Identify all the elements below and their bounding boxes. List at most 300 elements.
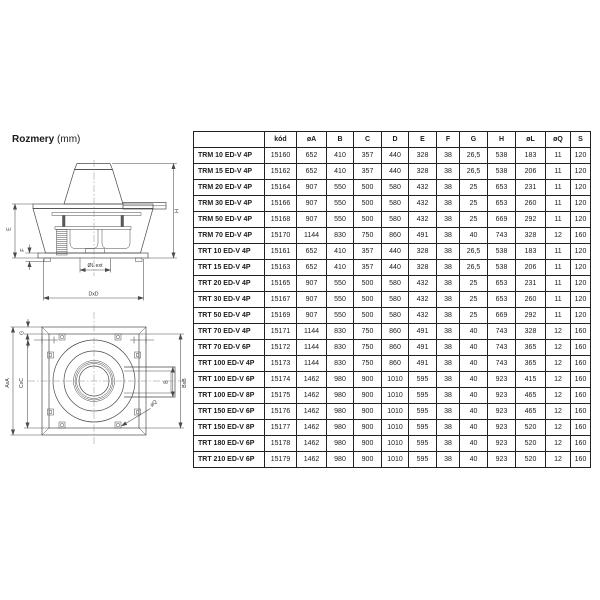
value-cell: 1144 xyxy=(297,324,327,340)
model-cell: TRT 100 ED-V 4P xyxy=(194,356,265,372)
value-cell: 595 xyxy=(409,372,437,388)
value-cell: 923 xyxy=(488,388,516,404)
value-cell: 328 xyxy=(409,260,437,276)
dim-label-L-ext: ØL ext xyxy=(87,263,103,269)
table-row xyxy=(194,148,591,164)
value-cell: 1010 xyxy=(382,388,409,404)
value-cell: 980 xyxy=(327,436,354,452)
value-cell: 357 xyxy=(354,164,382,180)
value-cell: 750 xyxy=(354,356,382,372)
fan-side-view xyxy=(33,160,166,276)
value-cell: 12 xyxy=(546,356,571,372)
value-cell: 580 xyxy=(382,276,409,292)
value-cell: 38 xyxy=(437,420,460,436)
value-cell: 38 xyxy=(437,196,460,212)
value-cell: 15174 xyxy=(265,372,297,388)
value-cell: 12 xyxy=(546,340,571,356)
value-cell: 38 xyxy=(437,212,460,228)
fan-body xyxy=(33,209,153,254)
model-cell: TRT 10 ED-V 4P xyxy=(194,244,265,260)
value-cell: 520 xyxy=(516,420,546,436)
dim-label-G: G xyxy=(19,330,26,336)
inlet-collar xyxy=(86,249,105,254)
value-cell: 743 xyxy=(488,228,516,244)
value-cell: 40 xyxy=(460,420,488,436)
dim-label-H: H xyxy=(174,209,181,213)
value-cell: 38 xyxy=(437,388,460,404)
value-cell: 538 xyxy=(488,260,516,276)
value-cell: 365 xyxy=(516,340,546,356)
value-cell: 11 xyxy=(546,292,571,308)
value-cell: 923 xyxy=(488,420,516,436)
value-cell: 120 xyxy=(571,276,591,292)
value-cell: 160 xyxy=(571,404,591,420)
value-cell: 1144 xyxy=(297,340,327,356)
value-cell: 15178 xyxy=(265,436,297,452)
model-cell: TRT 70 ED-V 4P xyxy=(194,324,265,340)
value-cell: 38 xyxy=(437,228,460,244)
value-cell: 907 xyxy=(297,292,327,308)
model-cell: TRM 50 ED-V 4P xyxy=(194,212,265,228)
value-cell: 120 xyxy=(571,148,591,164)
column-header: kód xyxy=(265,132,297,148)
value-cell: 1462 xyxy=(297,452,327,468)
value-cell: 40 xyxy=(460,324,488,340)
value-cell: 653 xyxy=(488,196,516,212)
value-cell: 500 xyxy=(354,180,382,196)
value-cell: 231 xyxy=(516,276,546,292)
dim-label-B: B xyxy=(163,380,170,384)
model-cell: TRM 30 ED-V 4P xyxy=(194,196,265,212)
value-cell: 440 xyxy=(382,164,409,180)
dim-label-DxD: DxD xyxy=(88,291,99,298)
value-cell: 120 xyxy=(571,164,591,180)
value-cell: 38 xyxy=(437,404,460,420)
model-cell: TRT 150 ED-V 6P xyxy=(194,404,265,420)
value-cell: 38 xyxy=(437,452,460,468)
value-cell: 328 xyxy=(409,164,437,180)
value-cell: 550 xyxy=(327,212,354,228)
column-header: øA xyxy=(297,132,327,148)
value-cell: 292 xyxy=(516,308,546,324)
column-header: G xyxy=(460,132,488,148)
fan-top-view xyxy=(28,312,186,444)
table-header-row xyxy=(194,132,591,148)
value-cell: 500 xyxy=(354,276,382,292)
table-row xyxy=(194,308,591,324)
value-cell: 595 xyxy=(409,388,437,404)
value-cell: 25 xyxy=(460,212,488,228)
value-cell: 160 xyxy=(571,388,591,404)
foot-right xyxy=(136,258,143,262)
value-cell: 410 xyxy=(327,148,354,164)
dim-label-CxC: CxC xyxy=(19,377,25,389)
value-cell: 15168 xyxy=(265,212,297,228)
table-row xyxy=(194,260,591,276)
value-cell: 38 xyxy=(437,260,460,276)
value-cell: 38 xyxy=(437,148,460,164)
value-cell: 15164 xyxy=(265,180,297,196)
value-cell: 907 xyxy=(297,212,327,228)
value-cell: 160 xyxy=(571,340,591,356)
model-cell: TRT 180 ED-V 6P xyxy=(194,436,265,452)
table-row xyxy=(194,420,591,436)
table-row xyxy=(194,324,591,340)
base-plate xyxy=(38,253,148,258)
value-cell: 432 xyxy=(409,212,437,228)
value-cell: 25 xyxy=(460,308,488,324)
value-cell: 465 xyxy=(516,404,546,420)
value-cell: 183 xyxy=(516,148,546,164)
value-cell: 669 xyxy=(488,308,516,324)
value-cell: 653 xyxy=(488,276,516,292)
value-cell: 1144 xyxy=(297,228,327,244)
value-cell: 15161 xyxy=(265,244,297,260)
value-cell: 432 xyxy=(409,180,437,196)
value-cell: 40 xyxy=(460,228,488,244)
value-cell: 652 xyxy=(297,164,327,180)
impeller-right xyxy=(102,230,130,249)
dim-label-AxA: AxA xyxy=(5,378,11,388)
value-cell: 12 xyxy=(546,388,571,404)
value-cell: 500 xyxy=(354,308,382,324)
column-header: øL xyxy=(516,132,546,148)
table-row xyxy=(194,404,591,420)
title-unit: (mm) xyxy=(57,134,81,145)
value-cell: 653 xyxy=(488,180,516,196)
model-cell: TRM 20 ED-V 4P xyxy=(194,180,265,196)
value-cell: 15165 xyxy=(265,276,297,292)
value-cell: 538 xyxy=(488,148,516,164)
value-cell: 38 xyxy=(437,164,460,180)
dim-label-F: F xyxy=(20,248,26,252)
value-cell: 550 xyxy=(327,308,354,324)
dim-label-BxB: BxB xyxy=(181,378,188,388)
value-cell: 595 xyxy=(409,436,437,452)
fan-cone xyxy=(64,170,123,205)
title-text: Rozmery xyxy=(12,134,55,145)
column-header: S xyxy=(571,132,591,148)
value-cell: 750 xyxy=(354,324,382,340)
value-cell: 1462 xyxy=(297,372,327,388)
table-row xyxy=(194,164,591,180)
value-cell: 12 xyxy=(546,404,571,420)
value-cell: 900 xyxy=(354,388,382,404)
model-cell: TRM 70 ED-V 4P xyxy=(194,228,265,244)
value-cell: 160 xyxy=(571,324,591,340)
value-cell: 907 xyxy=(297,276,327,292)
column-header: E xyxy=(409,132,437,148)
value-cell: 550 xyxy=(327,292,354,308)
table-row xyxy=(194,436,591,452)
table-row xyxy=(194,244,591,260)
value-cell: 900 xyxy=(354,436,382,452)
page-title xyxy=(12,134,80,145)
value-cell: 440 xyxy=(382,244,409,260)
value-cell: 15177 xyxy=(265,420,297,436)
value-cell: 750 xyxy=(354,340,382,356)
table-corner-cell xyxy=(194,132,265,148)
value-cell: 1144 xyxy=(297,356,327,372)
value-cell: 12 xyxy=(546,452,571,468)
value-cell: 923 xyxy=(488,436,516,452)
value-cell: 38 xyxy=(437,340,460,356)
model-cell: TRT 50 ED-V 4P xyxy=(194,308,265,324)
value-cell: 160 xyxy=(571,420,591,436)
value-cell: 15163 xyxy=(265,260,297,276)
table-row xyxy=(194,180,591,196)
value-cell: 907 xyxy=(297,308,327,324)
table-row xyxy=(194,452,591,468)
value-cell: 11 xyxy=(546,260,571,276)
value-cell: 160 xyxy=(571,452,591,468)
value-cell: 38 xyxy=(437,372,460,388)
hole-position-ticks-right xyxy=(130,337,154,344)
value-cell: 465 xyxy=(516,388,546,404)
fan-deck-plate xyxy=(52,213,141,216)
value-cell: 328 xyxy=(516,228,546,244)
value-cell: 11 xyxy=(546,180,571,196)
value-cell: 550 xyxy=(327,276,354,292)
value-cell: 160 xyxy=(571,372,591,388)
model-cell: TRT 100 ED-V 6P xyxy=(194,372,265,388)
value-cell: 580 xyxy=(382,308,409,324)
value-cell: 292 xyxy=(516,212,546,228)
value-cell: 38 xyxy=(437,324,460,340)
column-header: C xyxy=(354,132,382,148)
value-cell: 160 xyxy=(571,436,591,452)
dim-label-E: E xyxy=(6,227,13,231)
fan-cap xyxy=(75,164,113,170)
value-cell: 11 xyxy=(546,244,571,260)
value-cell: 11 xyxy=(546,148,571,164)
value-cell: 743 xyxy=(488,324,516,340)
value-cell: 38 xyxy=(437,308,460,324)
value-cell: 520 xyxy=(516,452,546,468)
value-cell: 830 xyxy=(327,324,354,340)
foot-left xyxy=(44,258,51,262)
value-cell: 260 xyxy=(516,196,546,212)
value-cell: 38 xyxy=(437,292,460,308)
value-cell: 980 xyxy=(327,452,354,468)
value-cell: 595 xyxy=(409,404,437,420)
value-cell: 38 xyxy=(437,244,460,260)
value-cell: 980 xyxy=(327,420,354,436)
value-cell: 231 xyxy=(516,180,546,196)
value-cell: 120 xyxy=(571,308,591,324)
value-cell: 1462 xyxy=(297,388,327,404)
value-cell: 120 xyxy=(571,292,591,308)
value-cell: 25 xyxy=(460,292,488,308)
value-cell: 40 xyxy=(460,340,488,356)
value-cell: 40 xyxy=(460,452,488,468)
value-cell: 26,5 xyxy=(460,260,488,276)
value-cell: 900 xyxy=(354,372,382,388)
value-cell: 491 xyxy=(409,228,437,244)
value-cell: 15172 xyxy=(265,340,297,356)
value-cell: 491 xyxy=(409,356,437,372)
value-cell: 595 xyxy=(409,452,437,468)
value-cell: 15169 xyxy=(265,308,297,324)
table-row xyxy=(194,372,591,388)
value-cell: 743 xyxy=(488,340,516,356)
model-cell: TRT 100 ED-V 8P xyxy=(194,388,265,404)
value-cell: 500 xyxy=(354,212,382,228)
value-cell: 15175 xyxy=(265,388,297,404)
value-cell: 860 xyxy=(382,356,409,372)
value-cell: 12 xyxy=(546,324,571,340)
value-cell: 900 xyxy=(354,404,382,420)
model-cell: TRT 30 ED-V 4P xyxy=(194,292,265,308)
value-cell: 923 xyxy=(488,372,516,388)
value-cell: 432 xyxy=(409,196,437,212)
value-cell: 410 xyxy=(327,244,354,260)
value-cell: 15166 xyxy=(265,196,297,212)
value-cell: 980 xyxy=(327,372,354,388)
value-cell: 1462 xyxy=(297,436,327,452)
value-cell: 830 xyxy=(327,356,354,372)
table-row xyxy=(194,276,591,292)
value-cell: 15179 xyxy=(265,452,297,468)
value-cell: 12 xyxy=(546,436,571,452)
value-cell: 652 xyxy=(297,148,327,164)
dim-label-Q: øQ xyxy=(149,399,159,409)
value-cell: 652 xyxy=(297,260,327,276)
value-cell: 40 xyxy=(460,356,488,372)
value-cell: 1462 xyxy=(297,404,327,420)
model-cell: TRT 70 ED-V 6P xyxy=(194,340,265,356)
dimensions-table xyxy=(193,131,591,468)
value-cell: 538 xyxy=(488,244,516,260)
value-cell: 38 xyxy=(437,356,460,372)
motor-finned-column xyxy=(57,230,68,256)
value-cell: 410 xyxy=(327,164,354,180)
value-cell: 415 xyxy=(516,372,546,388)
value-cell: 365 xyxy=(516,356,546,372)
value-cell: 12 xyxy=(546,420,571,436)
value-cell: 1010 xyxy=(382,404,409,420)
value-cell: 206 xyxy=(516,164,546,180)
column-header: D xyxy=(382,132,409,148)
value-cell: 860 xyxy=(382,340,409,356)
value-cell: 520 xyxy=(516,436,546,452)
value-cell: 595 xyxy=(409,420,437,436)
column-header: øQ xyxy=(546,132,571,148)
motor-support-bar xyxy=(55,227,131,230)
value-cell: 652 xyxy=(297,244,327,260)
value-cell: 830 xyxy=(327,228,354,244)
model-cell: TRT 15 ED-V 4P xyxy=(194,260,265,276)
value-cell: 40 xyxy=(460,436,488,452)
value-cell: 328 xyxy=(516,324,546,340)
value-cell: 183 xyxy=(516,244,546,260)
value-cell: 38 xyxy=(437,180,460,196)
value-cell: 357 xyxy=(354,244,382,260)
value-cell: 15160 xyxy=(265,148,297,164)
value-cell: 550 xyxy=(327,180,354,196)
value-cell: 12 xyxy=(546,228,571,244)
fan-side-view-drawing xyxy=(0,158,200,304)
table-row xyxy=(194,356,591,372)
value-cell: 860 xyxy=(382,324,409,340)
value-cell: 669 xyxy=(488,212,516,228)
value-cell: 980 xyxy=(327,388,354,404)
value-cell: 120 xyxy=(571,212,591,228)
table-row xyxy=(194,196,591,212)
value-cell: 11 xyxy=(546,212,571,228)
value-cell: 26,5 xyxy=(460,148,488,164)
hole-position-ticks-left xyxy=(34,337,58,344)
fan-top-view-drawing xyxy=(0,308,200,458)
value-cell: 25 xyxy=(460,196,488,212)
value-cell: 328 xyxy=(409,244,437,260)
value-cell: 580 xyxy=(382,212,409,228)
value-cell: 120 xyxy=(571,196,591,212)
value-cell: 900 xyxy=(354,420,382,436)
value-cell: 11 xyxy=(546,308,571,324)
value-cell: 923 xyxy=(488,404,516,420)
value-cell: 328 xyxy=(409,148,437,164)
value-cell: 500 xyxy=(354,292,382,308)
model-cell: TRT 210 ED-V 6P xyxy=(194,452,265,468)
value-cell: 432 xyxy=(409,308,437,324)
value-cell: 907 xyxy=(297,180,327,196)
column-header: F xyxy=(437,132,460,148)
value-cell: 206 xyxy=(516,260,546,276)
value-cell: 500 xyxy=(354,196,382,212)
value-cell: 15167 xyxy=(265,292,297,308)
value-cell: 11 xyxy=(546,164,571,180)
value-cell: 1010 xyxy=(382,436,409,452)
value-cell: 1010 xyxy=(382,372,409,388)
value-cell: 432 xyxy=(409,292,437,308)
value-cell: 580 xyxy=(382,180,409,196)
model-cell: TRT 150 ED-V 8P xyxy=(194,420,265,436)
table-row xyxy=(194,228,591,244)
value-cell: 38 xyxy=(437,436,460,452)
value-cell: 980 xyxy=(327,404,354,420)
column-header: H xyxy=(488,132,516,148)
value-cell: 491 xyxy=(409,324,437,340)
value-cell: 160 xyxy=(571,356,591,372)
value-cell: 750 xyxy=(354,228,382,244)
value-cell: 653 xyxy=(488,292,516,308)
value-cell: 40 xyxy=(460,388,488,404)
value-cell: 40 xyxy=(460,372,488,388)
model-cell: TRM 15 ED-V 4P xyxy=(194,164,265,180)
value-cell: 900 xyxy=(354,452,382,468)
value-cell: 410 xyxy=(327,260,354,276)
value-cell: 357 xyxy=(354,260,382,276)
value-cell: 580 xyxy=(382,196,409,212)
value-cell: 15162 xyxy=(265,164,297,180)
value-cell: 12 xyxy=(546,372,571,388)
value-cell: 26,5 xyxy=(460,244,488,260)
value-cell: 15173 xyxy=(265,356,297,372)
top-view-dimensions xyxy=(5,319,188,435)
table-row xyxy=(194,340,591,356)
value-cell: 15176 xyxy=(265,404,297,420)
value-cell: 440 xyxy=(382,260,409,276)
value-cell: 550 xyxy=(327,196,354,212)
model-cell: TRT 20 ED-V 4P xyxy=(194,276,265,292)
value-cell: 538 xyxy=(488,164,516,180)
value-cell: 38 xyxy=(437,276,460,292)
column-header: B xyxy=(327,132,354,148)
value-cell: 40 xyxy=(460,404,488,420)
value-cell: 907 xyxy=(297,196,327,212)
value-cell: 1462 xyxy=(297,420,327,436)
